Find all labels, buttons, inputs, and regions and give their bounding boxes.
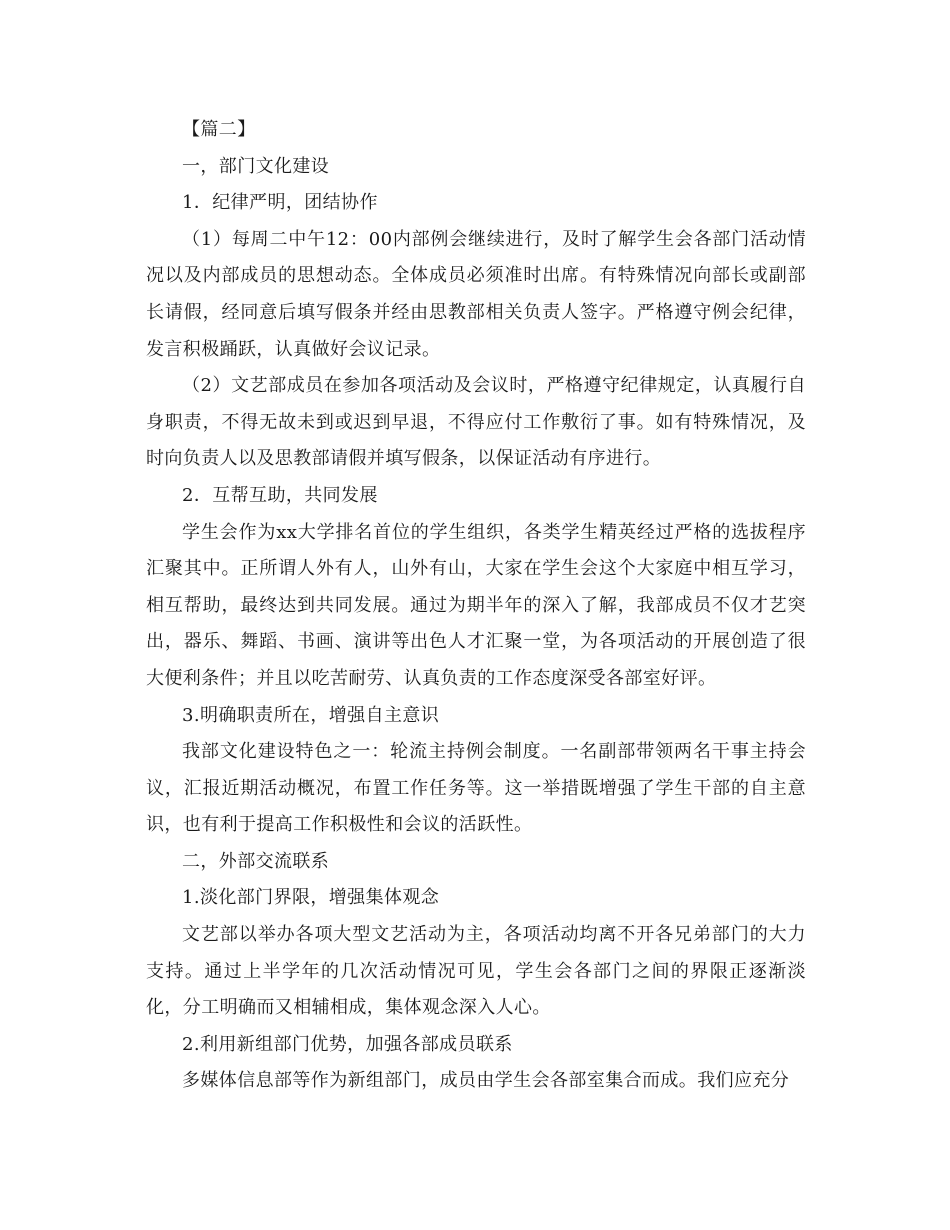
subheading-discipline: 1．纪律严明，团结协作	[182, 192, 378, 214]
subheading-mutual-help: 2．互帮互助，共同发展	[182, 484, 378, 506]
paragraph-weekly-meeting: （1）每周二中午12：00内部例会继续进行，及时了解学生会各部门活动情况以及内部成员的思想动态。全体成员必须准时出席。有特殊情况向部长或副部长请假，经同意后填写假条并经由思教部相关负责人签字。严格遵守例会纪律，发言积极踊跃，认真做好会议记录。	[146, 228, 806, 360]
subheading-boundaries: 1.淡化部门界限，增强集体观念	[182, 887, 440, 909]
document-body	[146, 112, 806, 1100]
paragraph-multimedia: 多媒体信息部等作为新组部门，成员由学生会各部室集合而成。我们应充分	[182, 1070, 790, 1092]
paragraph-student-union: 学生会作为xx大学排名首位的学生组织，各类学生精英经过严格的选拔程序汇聚其中。正所谓人外有人，山外有山，大家在学生会这个大家庭中相互学习，相互帮助，最终达到共同发展。通过为期半年的深入了解，我部成员不仅才艺突出，器乐、舞蹈、书画、演讲等出色人才汇聚一堂，为各项活动的开展创造了很大便利条件；并且以吃苦耐劳、认真负责的工作态度深受各部室好评。	[146, 521, 806, 689]
subheading-new-departments: 2.利用新组部门优势，加强各部成员联系	[182, 1033, 513, 1055]
section-heading-external: 二，外部交流联系	[182, 850, 330, 872]
subheading-responsibility: 3.明确职责所在，增强自主意识	[182, 704, 440, 726]
section-heading-culture: 一，部门文化建设	[182, 155, 330, 177]
paragraph-member-duties: （2）文艺部成员在参加各项活动及会议时，严格遵守纪律规定，认真履行自身职责，不得无故未到或迟到早退，不得应付工作敷衍了事。如有特殊情况，及时向负责人以及思教部请假并填写假条，以保证活动有序进行。	[146, 375, 806, 470]
section-heading-part-two: 【篇二】	[182, 119, 256, 140]
paragraph-collective: 文艺部以举办各项大型文艺活动为主，各项活动均离不开各兄弟部门的大力支持。通过上半学年的几次活动情况可见，学生会各部门之间的界限正逐渐淡化，分工明确而又相辅相成，集体观念深入人心。	[146, 924, 806, 1019]
paragraph-rotation-system: 我部文化建设特色之一：轮流主持例会制度。一名副部带领两名干事主持会议，汇报近期活动概况，布置工作任务等。这一举措既增强了学生干部的自主意识，也有利于提高工作积极性和会议的活跃性。	[146, 741, 806, 836]
